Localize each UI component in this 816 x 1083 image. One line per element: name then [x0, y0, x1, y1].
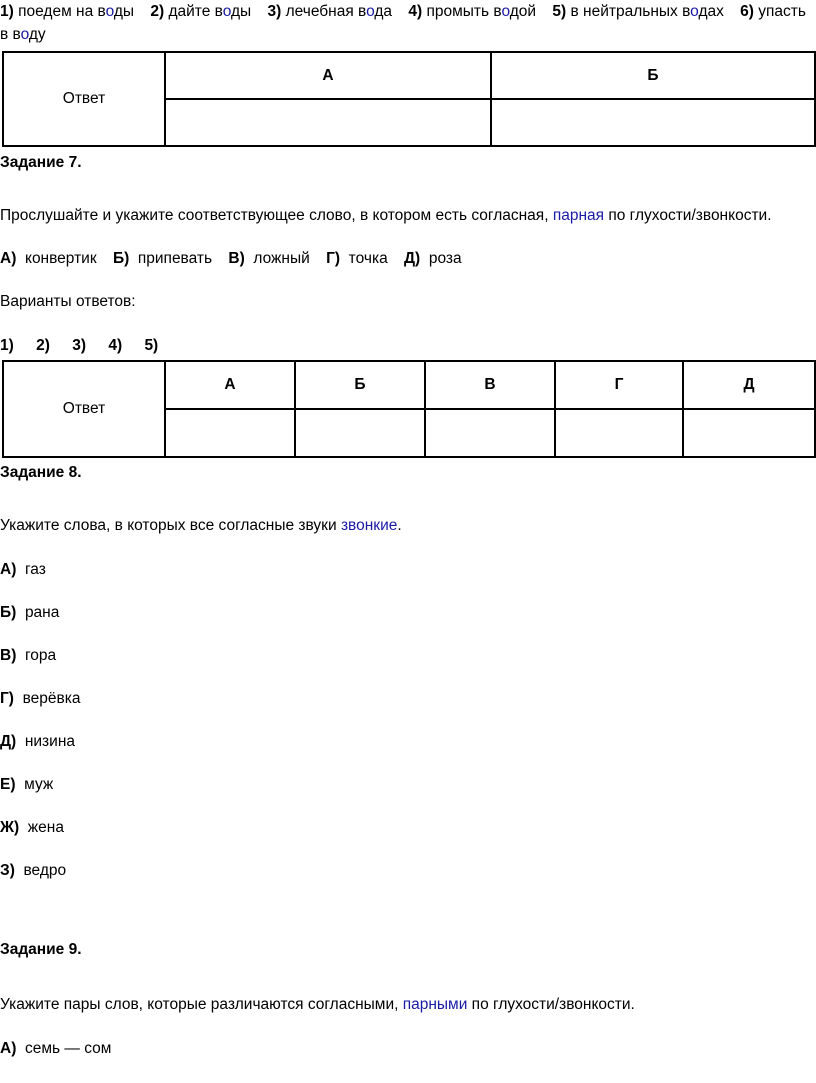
task7-option: Д) роза: [404, 250, 462, 267]
answer-header-a: А: [165, 361, 295, 409]
answer-header-b: Б: [491, 52, 815, 99]
task8-option: А) газ: [0, 561, 46, 578]
answer-label: Ответ: [3, 52, 165, 146]
variant-item: 4): [108, 337, 123, 354]
task8-prompt: Укажите слова, в которых все согласные звуки звонкие.: [0, 517, 402, 534]
task8-option: Ж) жена: [0, 819, 64, 836]
task8-option: Е) муж: [0, 776, 54, 793]
variant-item: 2): [36, 337, 50, 354]
answer-header-a: А: [165, 52, 491, 99]
variant-item: 1): [0, 337, 14, 354]
task9-title: Задание 9.: [0, 941, 82, 958]
task9-option: А) семь — сом: [0, 1040, 112, 1057]
task8-option: В) гора: [0, 647, 57, 664]
task8-option: Б) рана: [0, 604, 60, 621]
intro-option-6: 6) упасть: [740, 3, 806, 20]
task8-option: З) ведро: [0, 862, 67, 879]
answer-cell-a[interactable]: [165, 99, 491, 146]
task7-option: Г) точка: [326, 250, 388, 267]
answer-table-2: [2, 360, 816, 458]
answer-cell-v[interactable]: [425, 409, 555, 457]
answer-header-g: Г: [555, 361, 683, 409]
intro-wrap-line: в воду: [0, 26, 46, 43]
answer-cell-b[interactable]: [491, 99, 815, 146]
answer-cell-d[interactable]: [683, 409, 815, 457]
task8-option: Г) верёвка: [0, 690, 81, 707]
variant-item: 3): [72, 337, 87, 354]
task7-title: Задание 7.: [0, 154, 82, 171]
task7-variants-label: Варианты ответов:: [0, 293, 136, 310]
answer-cell-b[interactable]: [295, 409, 425, 457]
answer-header-d: Д: [683, 361, 815, 409]
task8-option: Д) низина: [0, 733, 76, 750]
answer-header-v: В: [425, 361, 555, 409]
task9-prompt: Укажите пары слов, которые различаются согласными, парными по глухости/звонкости.: [0, 996, 635, 1013]
variant-item: 5): [144, 337, 159, 354]
intro-option-4: 4) промыть водой: [408, 3, 537, 20]
answer-cell-a[interactable]: [165, 409, 295, 457]
answer-table-1: [2, 51, 816, 147]
intro-option-1: 1) поедем на воды: [0, 3, 135, 20]
task7-option: В) ложный: [228, 250, 310, 267]
task7-options: [0, 250, 462, 268]
task7-variants: [0, 337, 158, 355]
task7-option: Б) припевать: [112, 250, 213, 267]
answer-label: Ответ: [3, 361, 165, 457]
task7-prompt: Прослушайте и укажите соответствующее слово, в котором есть согласная, парная по глухости/звонкости.: [0, 207, 772, 224]
answer-cell-g[interactable]: [555, 409, 683, 457]
intro-option-3: 3) лечебная вода: [267, 3, 393, 20]
answer-header-b: Б: [295, 361, 425, 409]
task8-title: Задание 8.: [0, 464, 82, 481]
task7-option: А) конвертик: [0, 250, 97, 267]
intro-option-2: 2) дайте воды: [150, 3, 252, 20]
intro-option-5: 5) в нейтральных водах: [552, 3, 724, 20]
intro-options-line: [0, 3, 806, 21]
